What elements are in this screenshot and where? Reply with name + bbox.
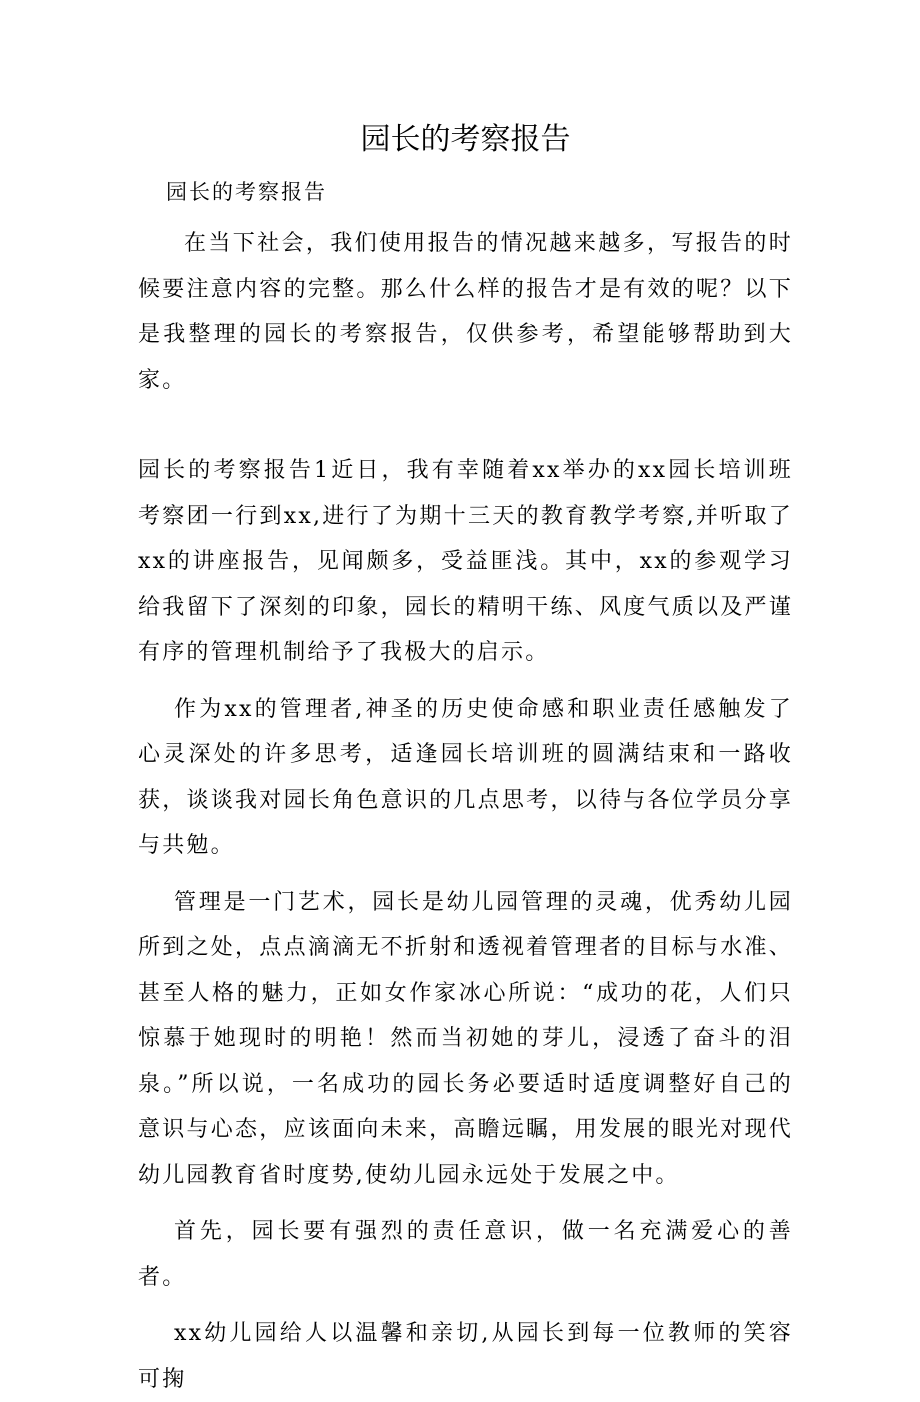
body-paragraph-2: 作为xx的管理者,神圣的历史使命感和职业责任感触发了心灵深处的许多思考，适逢园长培训班的圆满结束和一路收获，谈谈我对园长角色意识的几点思考，以待与各位学员分享与共勉。 — [138, 696, 793, 858]
document-subtitle: 园长的考察报告 — [166, 180, 327, 204]
document-title: 园长的考察报告 — [360, 122, 571, 157]
paragraph-gap — [138, 403, 793, 448]
body-paragraph-1: 园长的考察报告1近日，我有幸随着xx举办的xx园长培训班考察团一行到xx,进行了为期十三天的教育教学考察,并听取了xx的讲座报告，见闻颇多，受益匪浅。其中，xx的参观学习给我留下了深刻的印象，园长的精明干练、风度气质以及严谨有序的管理机制给予了我极大的启示。 — [138, 458, 793, 665]
intro-paragraph: 在当下社会，我们使用报告的情况越来越多，写报告的时候要注意内容的完整。那么什么样的报告才是有效的呢？以下是我整理的园长的考察报告，仅供参考，希望能够帮助到大家。 — [138, 231, 793, 393]
body-paragraph-3: 管理是一门艺术，园长是幼儿园管理的灵魂，优秀幼儿园所到之处，点点滴滴无不折射和透视着管理者的目标与水准、甚至人格的魅力，正如女作家冰心所说：“成功的花，人们只惊慕于她现时的明艳！然而当初她的芽儿，浸透了奋斗的泪泉。”所以说，一名成功的园长务必要适时适度调整好自己的意识与心态，应该面向未来，高瞻远瞩，用发展的眼光对现代幼儿园教育省时度势,使幼儿园永远处于发展之中。 — [138, 889, 793, 1188]
body-paragraph-4: 首先，园长要有强烈的责任意识，做一名充满爱心的善者。 — [138, 1219, 793, 1290]
body-paragraph-5: xx幼儿园给人以温馨和亲切,从园长到每一位教师的笑容可掬 — [138, 1321, 793, 1392]
